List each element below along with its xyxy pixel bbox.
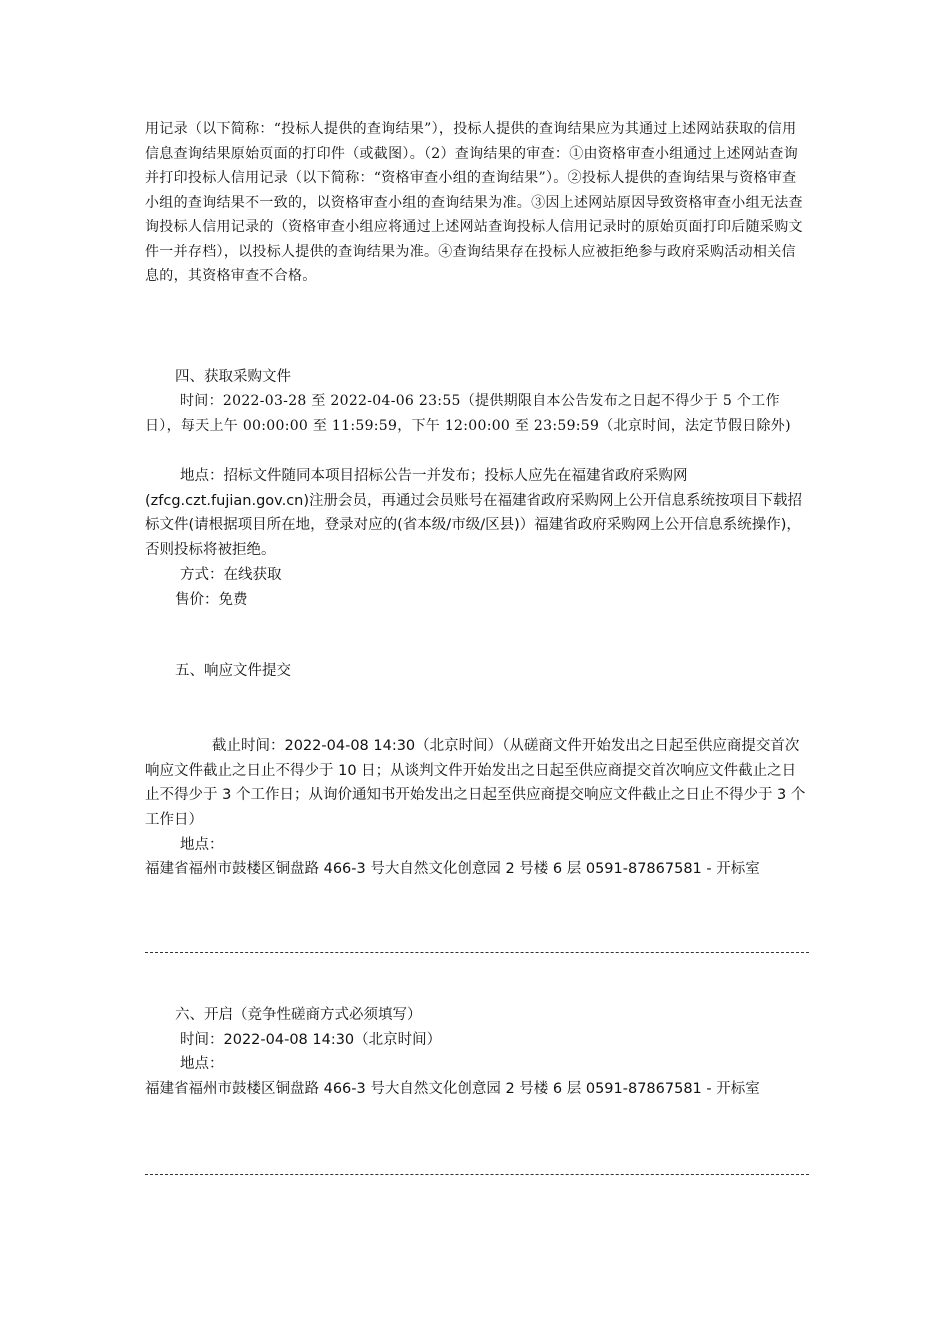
section-5-heading: 五、响应文件提交	[175, 663, 291, 679]
section-5-place-label: 地点：	[180, 837, 224, 853]
section-4-price: 售价：免费	[175, 592, 248, 608]
section-5-deadline: 截止时间：2022-04-08 14:30（北京时间）（从磋商文件开始发出之日起至供应商提交首次响应文件截止之日止不得少于 10 日；从谈判文件开始发出之日起至供应商提交首次响应文件截止之日止不得少于 3 个工作日；从询价通知书开始发出之日起至供应商提交响应文件截止之日止不得少于 3 个工作日）	[145, 738, 806, 828]
divider-line	[145, 952, 809, 953]
section-4-method: 方式：在线获取	[180, 567, 282, 583]
section-6-time: 时间：2022-04-08 14:30（北京时间）	[180, 1032, 442, 1048]
divider-line	[145, 1174, 809, 1175]
section-4-heading: 四、获取采购文件	[175, 369, 291, 385]
section-4-time: 时间：2022-03-28 至 2022-04-06 23:55（提供期限自本公告发布之日起不得少于 5 个工作日），每天上午 00:00:00 至 11:59:59，下午 12:00:00 至 23:59:59（北京时间，法定节假日除外)	[145, 393, 791, 434]
section-6-address: 福建省福州市鼓楼区铜盘路 466-3 号大自然文化创意园 2 号楼 6 层 0591-87867581 - 开标室	[145, 1081, 760, 1097]
credit-check-paragraph: 用记录（以下简称：“投标人提供的查询结果”），投标人提供的查询结果应为其通过上述网站获取的信用信息查询结果原始页面的打印件（或截图）。（2）查询结果的审查：①由资格审查小组通过上述网站查询并打印投标人信用记录（以下简称：“资格审查小组的查询结果”）。②投标人提供的查询结果与资格审查小组的查询结果不一致的，以资格审查小组的查询结果为准。③因上述网站原因导致资格审查小组无法查询投标人信用记录的（资格审查小组应将通过上述网站查询投标人信用记录时的原始页面打印后随采购文件一并存档），以投标人提供的查询结果为准。④查询结果存在投标人应被拒绝参与政府采购活动相关信息的，其资格审查不合格。	[145, 121, 803, 284]
section-6-place-label: 地点：	[180, 1056, 224, 1072]
section-5-address: 福建省福州市鼓楼区铜盘路 466-3 号大自然文化创意园 2 号楼 6 层 0591-87867581 - 开标室	[145, 861, 760, 877]
section-6-heading: 六、开启（竞争性磋商方式必须填写）	[175, 1007, 422, 1023]
section-4-place: 地点：招标文件随同本项目招标公告一并发布；投标人应先在福建省政府采购网(zfcg.czt.fujian.gov.cn)注册会员，再通过会员账号在福建省政府采购网上公开信息系统按项目下载招标文件(请根据项目所在地，登录对应的(省本级/市级/区县)）福建省政府采购网上公开信息系统操作)，否则投标将被拒绝。	[145, 468, 803, 558]
